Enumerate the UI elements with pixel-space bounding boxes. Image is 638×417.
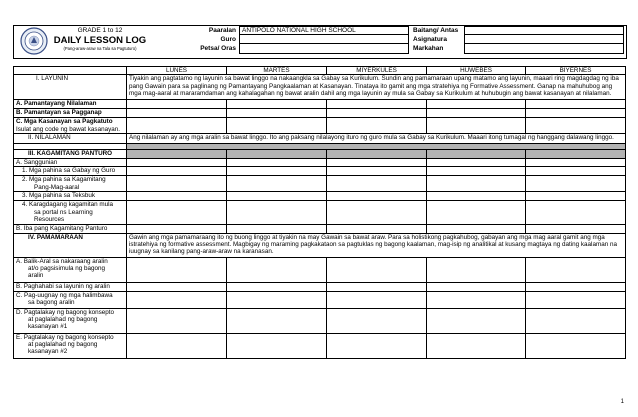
kagamitang-mag-aaral-label: 2. Mga pahina sa Kagamitang Pang-Mag-aaral	[14, 176, 127, 192]
entry-cell[interactable]	[227, 201, 327, 225]
entry-cell[interactable]	[427, 192, 526, 201]
entry-cell[interactable]	[526, 291, 626, 308]
pamamaraan-label: IV. PAMAMARAAN	[14, 233, 127, 257]
doc-title: DAILY LESSON LOG	[53, 35, 147, 46]
entry-cell[interactable]	[526, 192, 626, 201]
entry-cell[interactable]	[127, 333, 227, 358]
value-paaralan[interactable]: ANTIPOLO NATIONAL HIGH SCHOOL	[242, 27, 356, 34]
label-paaralan: Paaralan	[208, 27, 236, 34]
entry-cell[interactable]	[127, 201, 227, 225]
day-header: LUNES	[127, 67, 227, 75]
entry-cell[interactable]	[227, 291, 327, 308]
label-petsa: Petsa/ Oras	[200, 45, 236, 52]
layunin-row	[14, 75, 626, 100]
entry-cell[interactable]	[427, 201, 526, 225]
entry-cell[interactable]	[227, 167, 327, 176]
day-header: MARTES	[227, 67, 327, 75]
entry-cell[interactable]	[526, 176, 626, 192]
layunin-instructions: Tiyakin ang pagtatamo ng layunin sa bawat linggo na nakaangkla sa Gabay sa Kurikulum. Sundin ang pamamaraan upang matamo ang layunin, maaari ring magdagdag ng iba pang Gawain para sa paglinang ng Pamantayang Pangkaalaman at Kasanayan. Tinataya ito gamit ang mga stratehiya ng Formative Assessment. Ganap na mahuhubog ang mga mag-aaral at mararamdaman ang kahalagahan ng bawat aralin dahil ang mga layunin ay mula sa Gabay sa Kurikulum at huhubugin ang bawat kasanayan at nilalaman.	[127, 75, 626, 100]
value-markahan[interactable]	[464, 44, 624, 54]
entry-cell[interactable]	[227, 282, 327, 291]
value-petsa[interactable]	[239, 44, 409, 54]
karagdagang-kagamitan-label: 4. Karagdagang kagamitan mula sa portal ns Learning Resources	[14, 201, 127, 225]
pagtalakay-1-label: D. Pagtalakay ng bagong konsepto at paglalahad ng bagong kasanayan #1	[14, 308, 127, 333]
entry-cell[interactable]	[427, 100, 526, 109]
entry-cell[interactable]	[127, 257, 227, 282]
label-markahan: Markahan	[413, 45, 444, 52]
table-row	[14, 291, 626, 308]
deped-seal-icon	[20, 27, 48, 55]
pag-uugnay-label: C. Pag-uugnay ng mga halimbawa sa bagong aralin	[14, 291, 127, 308]
day-header: BIYERNES	[526, 67, 626, 75]
iba-pang-kagamitan-label: B. Iba pang Kagamitang Panturo	[14, 225, 127, 233]
pamamaraan-row	[14, 233, 626, 257]
entry-cell[interactable]	[227, 109, 327, 118]
entry-cell[interactable]	[526, 282, 626, 291]
lesson-log-table	[13, 66, 626, 359]
table-row	[14, 282, 626, 291]
entry-cell[interactable]	[427, 333, 526, 358]
page-number: 1	[620, 399, 624, 405]
entry-cell[interactable]	[427, 109, 526, 118]
table-row	[14, 201, 626, 225]
value-guro[interactable]	[239, 35, 409, 44]
entry-cell[interactable]	[427, 291, 526, 308]
entry-cell[interactable]	[526, 109, 626, 118]
grade-label: GRADE 1 to 12	[77, 27, 123, 34]
entry-cell[interactable]	[526, 333, 626, 358]
nilalaman-row	[14, 134, 626, 144]
pagtalakay-2-label: E. Pagtalakay ng bagong konsepto at paglalahad ng bagong kasanayan #2	[14, 333, 127, 358]
entry-cell[interactable]	[427, 118, 526, 134]
table-row	[14, 192, 626, 201]
sanggunian-label: A. Sanggunian	[14, 158, 127, 166]
entry-cell[interactable]	[127, 282, 227, 291]
day-header: HUWEBES	[427, 67, 526, 75]
table-row	[14, 225, 626, 233]
entry-cell[interactable]	[127, 225, 227, 233]
table-row	[14, 308, 626, 333]
entry-cell[interactable]	[327, 167, 427, 176]
paghahabi-label: B. Paghahabi sa layunin ng aralin	[14, 282, 127, 291]
entry-cell[interactable]	[227, 308, 327, 333]
entry-cell[interactable]	[127, 176, 227, 192]
entry-cell[interactable]	[227, 118, 327, 134]
kagamitang-row	[14, 150, 626, 158]
table-row	[14, 100, 626, 109]
balik-aral-label: A. Balik-Aral sa nakaraang aralin at/o pagsisimula ng bagong aralin	[14, 257, 127, 282]
entry-cell[interactable]	[327, 201, 427, 225]
layunin-label: I. LAYUNIN	[14, 75, 127, 100]
gabay-guro-label: 1. Mga pahina sa Gabay ng Guro	[14, 167, 127, 176]
pamantayang-nilalaman-label: A. Pamantayang Nilalaman	[14, 100, 127, 109]
entry-cell[interactable]	[127, 291, 227, 308]
entry-cell[interactable]	[526, 201, 626, 225]
corner-cell	[14, 67, 127, 75]
entry-cell[interactable]	[127, 118, 227, 134]
table-row	[14, 176, 626, 192]
entry-cell[interactable]	[427, 158, 526, 166]
entry-cell[interactable]	[526, 225, 626, 233]
value-baitang[interactable]	[464, 26, 624, 35]
entry-cell[interactable]	[327, 158, 427, 166]
pamamaraan-instructions: Gawin ang mga pamamaraang ito ng buong linggo at tiyakin na may Gawain sa bawat araw. Para sa holistikong pagkahubog, gabayan ang mga mag aaral gamit ang mga istratehiya ng formative assessment. Magbigay ng maraming pagkakataon sa pagtuklas ng bagong kaalaman, mag-isip ng analitikal at kusang magtaya ng dating kaalaman na iuugnay sa kanilang pang-araw-araw na karanasan.	[127, 233, 626, 257]
teksbuk-label: 3. Mga pahina sa Teksbuk	[14, 192, 127, 201]
table-row	[14, 158, 626, 166]
nilalaman-label: II. NILALAMAN	[14, 134, 127, 144]
entry-cell[interactable]	[127, 192, 227, 201]
entry-cell[interactable]	[227, 257, 327, 282]
entry-cell[interactable]	[327, 100, 427, 109]
value-asignatura[interactable]	[464, 35, 624, 44]
entry-cell[interactable]	[526, 167, 626, 176]
entry-cell[interactable]	[227, 158, 327, 166]
entry-cell[interactable]	[526, 158, 626, 166]
day-header-row	[14, 67, 626, 75]
kasanayan-label: C. Mga Kasanayan sa Pagkatuto Isulat ang code ng bawat kasanayan.	[14, 118, 127, 134]
entry-cell[interactable]	[327, 282, 427, 291]
entry-cell[interactable]	[127, 158, 227, 166]
entry-cell[interactable]	[526, 257, 626, 282]
entry-cell[interactable]	[327, 308, 427, 333]
entry-cell[interactable]	[327, 176, 427, 192]
label-guro: Guro	[220, 36, 236, 43]
label-baitang: Baitang/ Antas	[413, 27, 459, 34]
entry-cell[interactable]	[327, 225, 427, 233]
entry-cell[interactable]	[327, 257, 427, 282]
entry-cell[interactable]	[427, 225, 526, 233]
entry-cell[interactable]	[327, 118, 427, 134]
entry-cell[interactable]	[227, 333, 327, 358]
table-row	[14, 333, 626, 358]
entry-cell[interactable]	[427, 176, 526, 192]
entry-cell[interactable]	[327, 291, 427, 308]
entry-cell[interactable]	[227, 225, 327, 233]
entry-cell[interactable]	[327, 192, 427, 201]
entry-cell[interactable]	[127, 308, 227, 333]
pamantayan-pagganap-label: B. Pamantayan sa Pagganap	[14, 109, 127, 118]
entry-cell[interactable]	[427, 282, 526, 291]
day-header: MIYERKULES	[327, 67, 427, 75]
entry-cell[interactable]	[127, 167, 227, 176]
entry-cell[interactable]	[526, 118, 626, 134]
table-row	[14, 118, 626, 134]
entry-cell[interactable]	[427, 167, 526, 176]
entry-cell[interactable]	[526, 100, 626, 109]
entry-cell[interactable]	[327, 333, 427, 358]
entry-cell[interactable]	[526, 308, 626, 333]
table-row	[14, 109, 626, 118]
entry-cell[interactable]	[227, 192, 327, 201]
label-asignatura: Asignatura	[413, 36, 447, 43]
entry-cell[interactable]	[427, 308, 526, 333]
table-row	[14, 167, 626, 176]
entry-cell[interactable]	[227, 176, 327, 192]
entry-cell[interactable]	[127, 100, 227, 109]
entry-cell[interactable]	[427, 257, 526, 282]
entry-cell[interactable]	[327, 109, 427, 118]
table-row	[14, 257, 626, 282]
entry-cell[interactable]	[127, 109, 227, 118]
doc-subtitle: (Pang-araw-araw na Tala sa Pagtuturo)	[63, 46, 137, 51]
entry-cell[interactable]	[227, 100, 327, 109]
nilalaman-instructions: Ang nilalaman ay ang mga aralin sa bawat linggo. Ito ang paksang nilalayong ituro ng guro mula sa Gabay sa Kurikulum. Maaari itong tumagal ng hanggang dalawang linggo.	[127, 134, 626, 144]
kagamitang-label: III. KAGAMITANG PANTURO	[14, 150, 127, 158]
